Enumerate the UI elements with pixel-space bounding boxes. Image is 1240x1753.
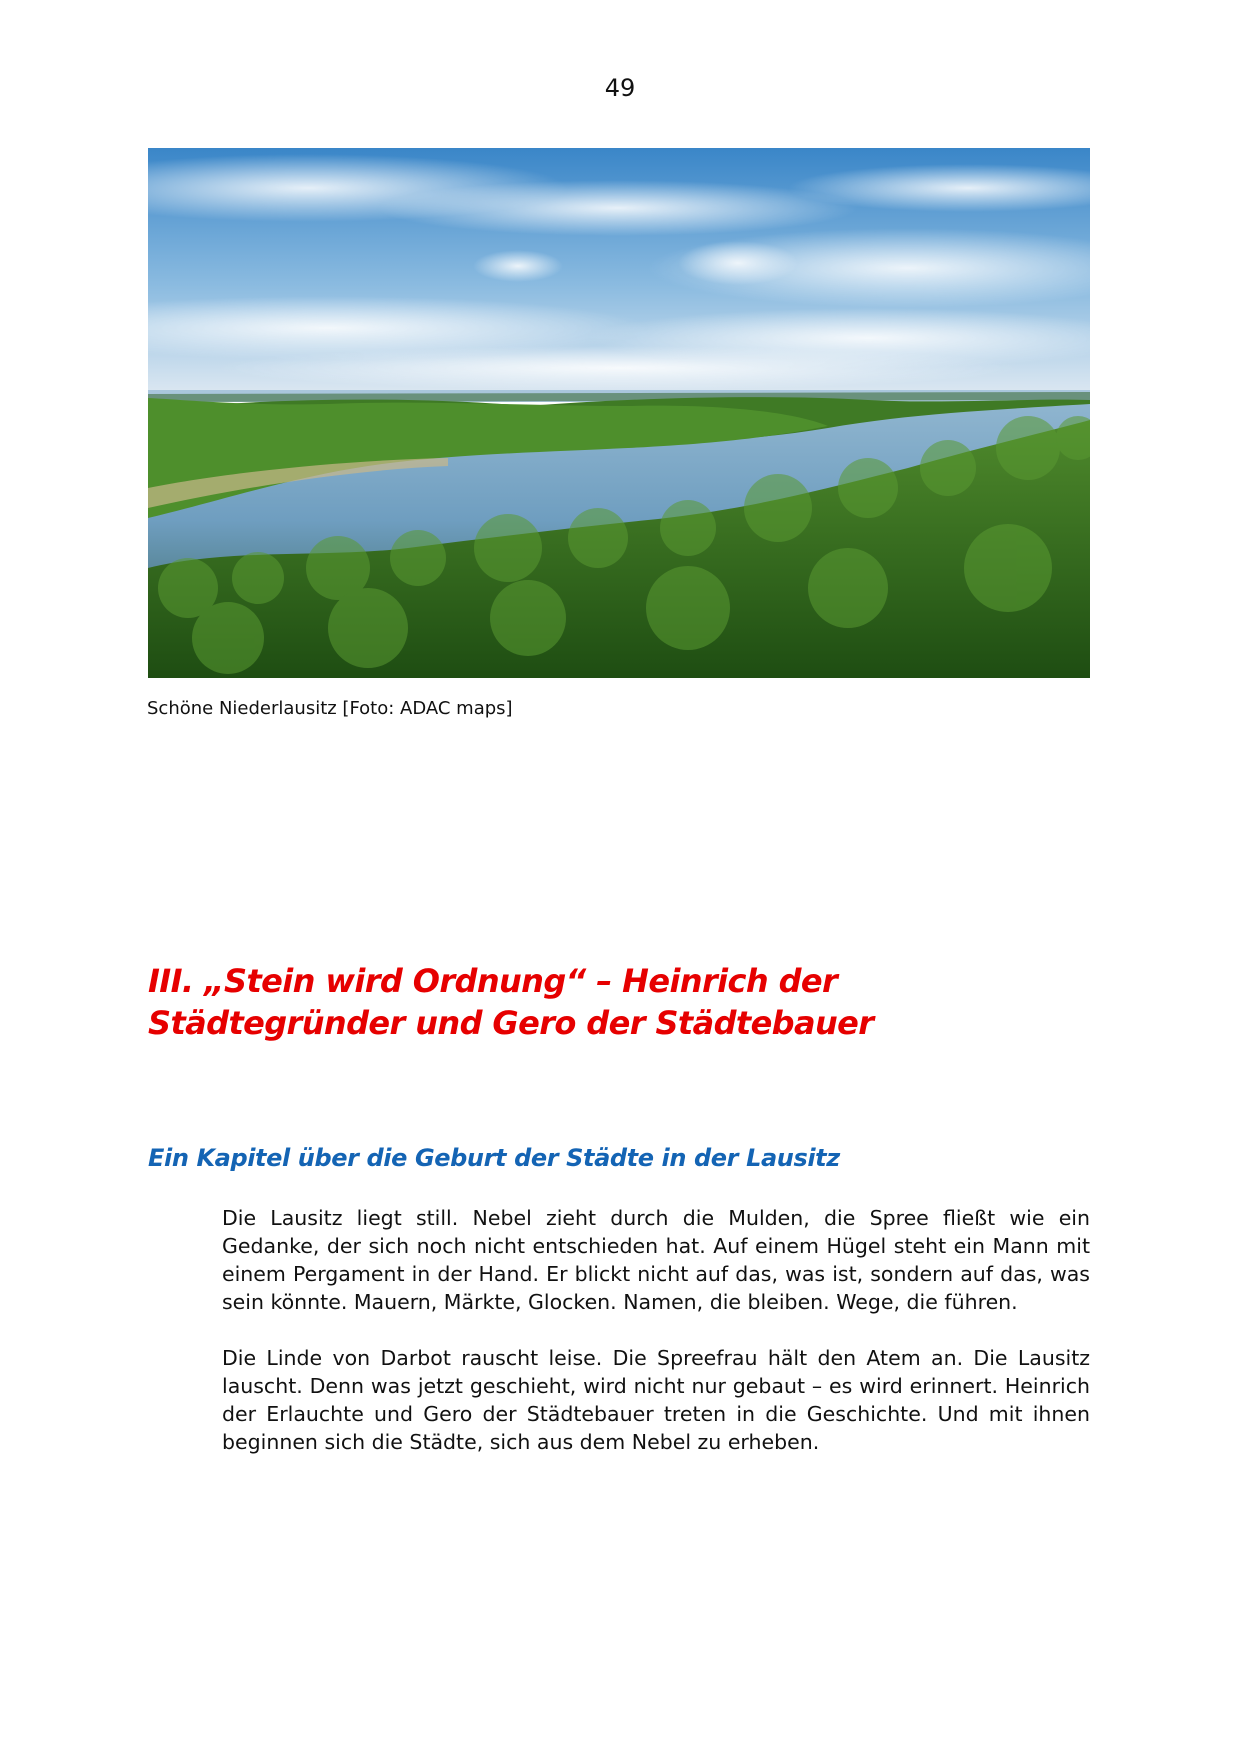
body-text — [222, 1204, 1090, 1484]
page-number: 49 — [604, 74, 636, 102]
landscape-photo — [148, 148, 1090, 678]
paragraph: Die Linde von Darbot rauscht leise. Die Spreefrau hält den Atem an. Die Lausitz lauscht. Denn was jetzt geschieht, wird nicht nur gebaut – es wird erinnert. Heinrich der Erlauchte und Gero der Städtebauer treten in die Geschichte. Und mit ihnen beginnen sich die Städte, sich aus dem Nebel zu erheben. — [222, 1346, 1090, 1454]
chapter-title: III. „Stein wird Ordnung“ – Heinrich der Städtegründer und Gero der Städtebauer — [148, 962, 874, 1042]
chapter-subtitle: Ein Kapitel über die Geburt der Städte in der Lausitz — [148, 1144, 840, 1172]
paragraph: Die Lausitz liegt still. Nebel zieht durch die Mulden, die Spree fließt wie ein Gedanke, der sich noch nicht entschieden hat. Auf einem Hügel steht ein Mann mit einem Pergament in der Hand. Er blickt nicht auf das, was ist, sondern auf das, was sein könnte. Mauern, Märkte, Glocken. Namen, die bleiben. Wege, die führen. — [222, 1206, 1090, 1314]
figure-caption: Schöne Niederlausitz [Foto: ADAC maps] — [147, 698, 513, 719]
